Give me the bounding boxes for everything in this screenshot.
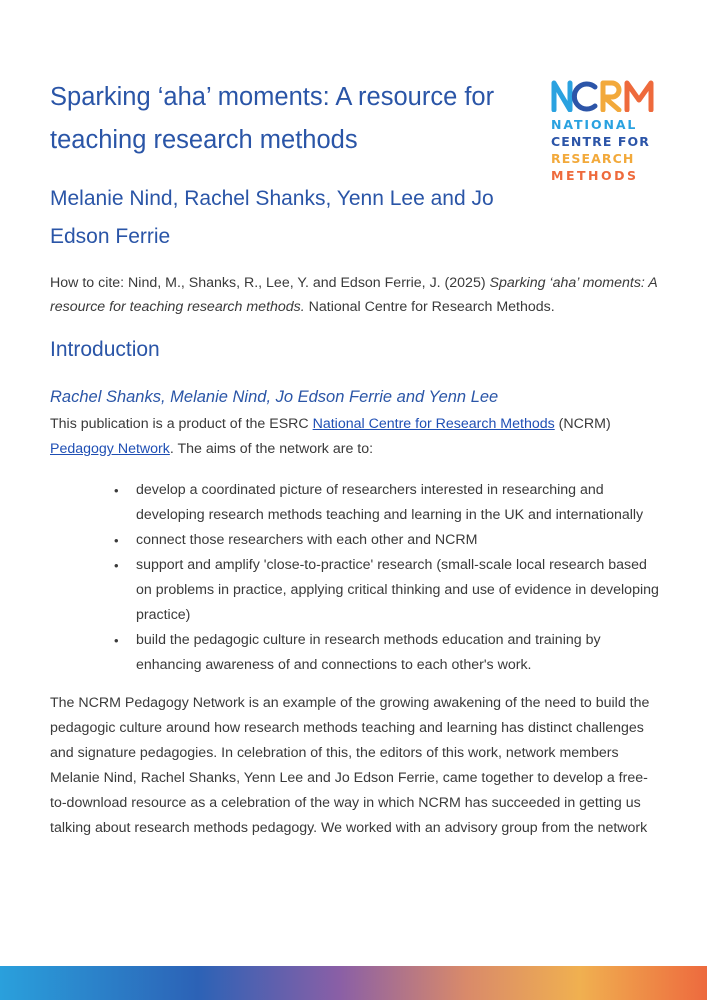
aim-text: develop a coordinated picture of researchers interested in researching and developing research methods teaching and learning in the UK and internationally (136, 482, 644, 523)
bullet-icon: • (114, 483, 119, 498)
body-paragraph: The NCRM Pedagogy Network is an example of the growing awakening of the need to build the pedagogic culture around how research methods teaching and learning has distinct challenges and signature pedagogies. In celebration of this, the editors of this work, network members Melanie Nind, Rachel Shanks, Yenn Lee and Jo Edson Ferrie, came together to develop a free-to-download resource as a celebration of the way in which NCRM has succeeded in getting us talking about research methods pedagogy. We worked with an advisory group from the network (50, 695, 650, 836)
citation (50, 271, 660, 319)
section-authors: Rachel Shanks, Melanie Nind, Jo Edson Ferrie and Yenn Lee (50, 388, 499, 406)
pedagogy-network-link[interactable]: Pedagogy Network (50, 441, 170, 457)
author-list: Melanie Nind, Rachel Shanks, Yenn Lee and Jo Edson Ferrie (50, 187, 494, 248)
list-item (114, 478, 666, 528)
footer-gradient-bar (0, 966, 707, 1000)
aim-text: build the pedagogic culture in research methods education and training by enhancing awareness of and connections to each other's work. (136, 632, 601, 673)
aim-text: connect those researchers with each other and NCRM (136, 532, 478, 548)
aims-list (114, 478, 666, 678)
list-item (114, 628, 666, 678)
logo-text-centre-for: CENTRE FOR (551, 134, 651, 149)
aim-text: support and amplify 'close-to-practice' research (small-scale local research based on problems in practice, applying critical thinking and use of evidence in developing practice) (136, 557, 659, 623)
logo-text-national: NATIONAL (551, 117, 638, 132)
logo-text-methods: METHODS (551, 168, 639, 183)
intro-text-middle: (NCRM) (554, 416, 611, 432)
intro-text-after: . The aims of the network are to: (169, 441, 374, 457)
ncrm-logo-mark (551, 80, 655, 112)
logo-text-research: RESEARCH (551, 151, 635, 166)
citation-title: Sparking ‘aha’ moments: A resource for teaching research methods. (50, 275, 658, 315)
intro-text-before: This publication is a product of the ESRC (50, 416, 313, 432)
document-title: Sparking ‘aha’ moments: A resource for teaching research methods (50, 83, 495, 154)
citation-prefix: How to cite: Nind, M., Shanks, R., Lee, Y. and Edson Ferrie, J. (2025) (50, 275, 490, 291)
section-heading-introduction: Introduction (50, 338, 160, 361)
bullet-icon: • (114, 533, 119, 548)
ncrm-logo (551, 80, 663, 184)
citation-publisher: National Centre for Research Methods. (304, 299, 555, 315)
bullet-icon: • (114, 558, 119, 573)
intro-paragraph (50, 412, 660, 462)
list-item (114, 528, 666, 553)
ncrm-link[interactable]: National Centre for Research Methods (312, 416, 555, 432)
list-item (114, 553, 666, 628)
bullet-icon: • (114, 633, 119, 648)
